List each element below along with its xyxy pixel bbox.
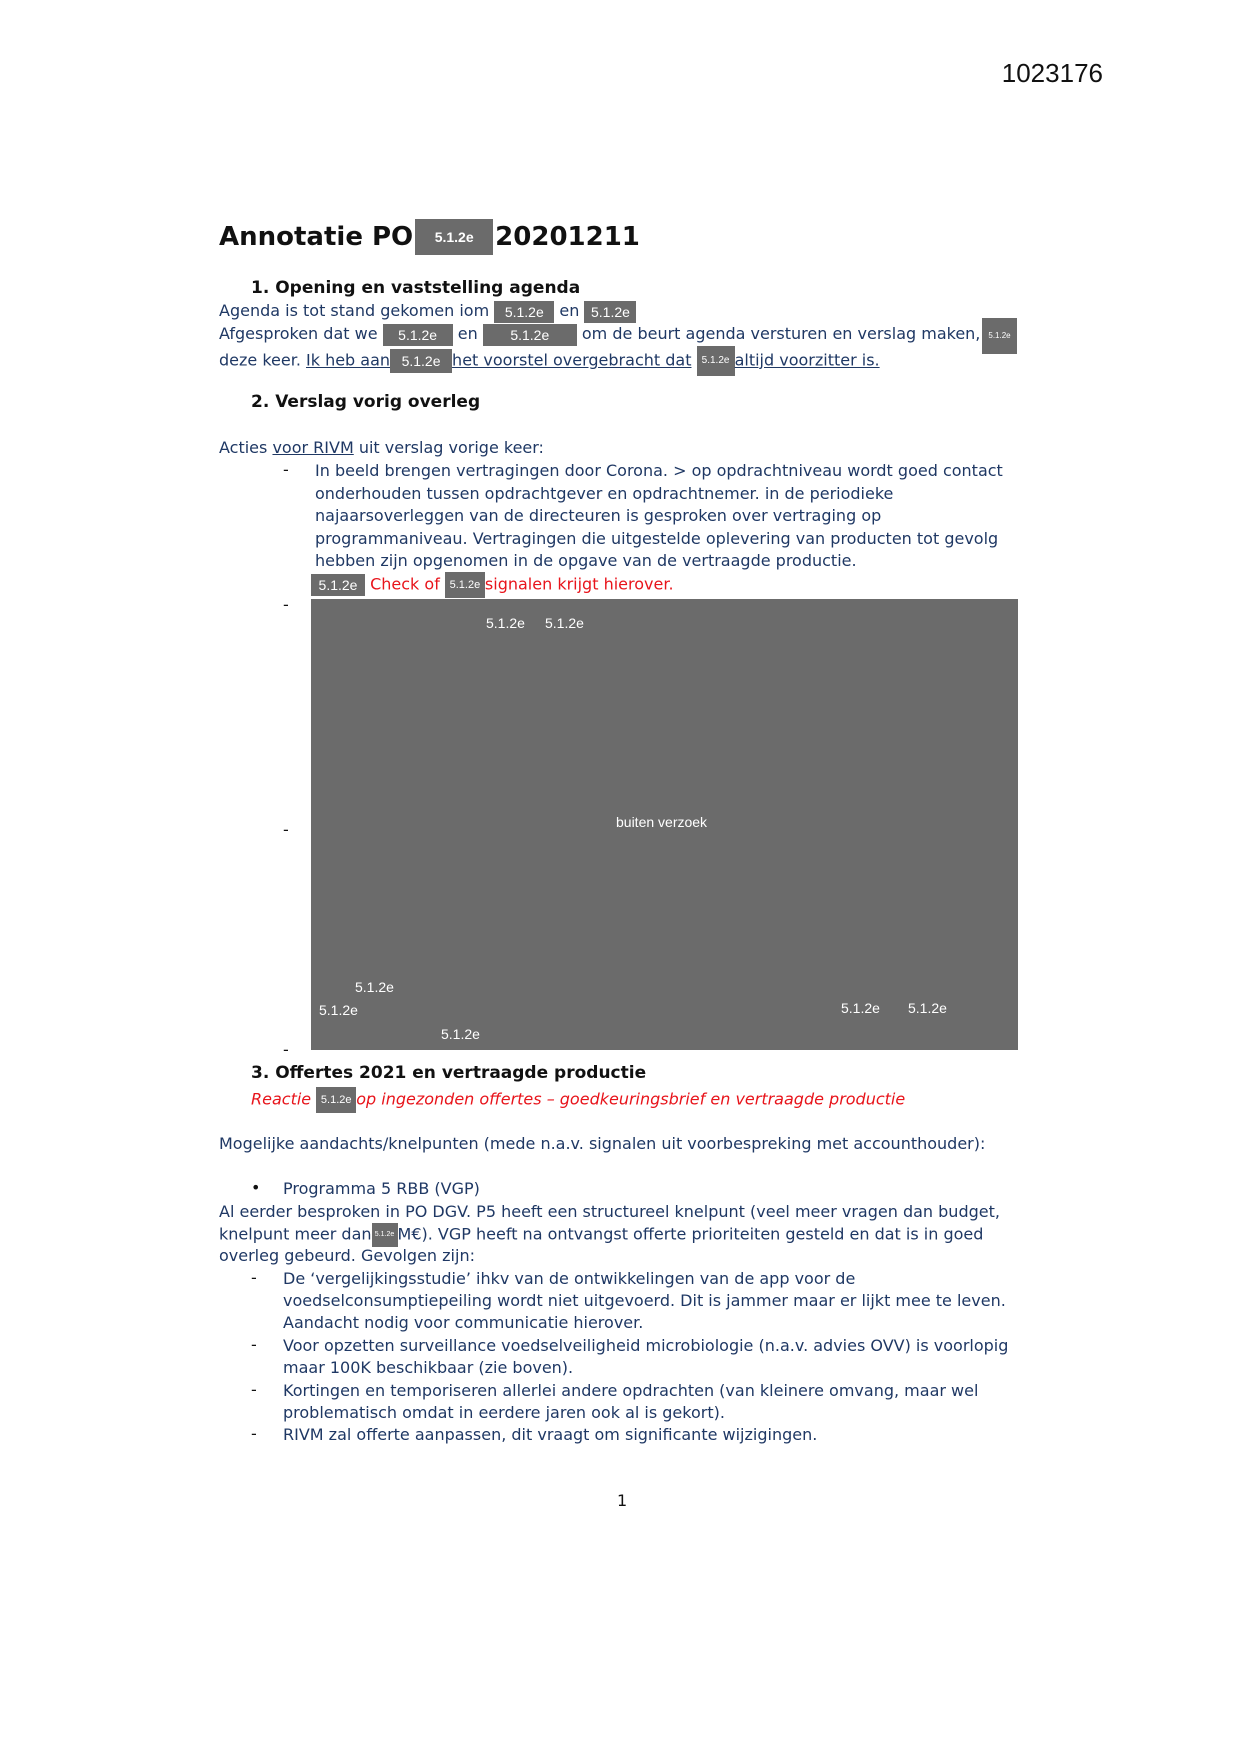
redaction-code-label: 5.1.2e bbox=[355, 979, 394, 995]
actions-line: Acties voor RIVM uit verslag vorige keer: bbox=[219, 438, 544, 457]
redaction-reason-label: buiten verzoek bbox=[616, 814, 708, 830]
list-dash: - bbox=[251, 1380, 257, 1399]
section-1-line-1: Agenda is tot stand gekomen iom 5.1.2e en 5.1.2e bbox=[219, 300, 636, 323]
redaction-box: 5.1.2e bbox=[697, 346, 735, 376]
large-redaction-block bbox=[311, 599, 1018, 1050]
reactie-line: Reactie 5.1.2e op ingezonden offertes – goedkeuringsbrief en vertraagde productie bbox=[251, 1087, 905, 1113]
action-item-1-line-4: programmaniveau. Vertragingen die uitgestelde oplevering van producten tot gevolg bbox=[315, 529, 999, 548]
redaction-code-label: 5.1.2e bbox=[908, 1000, 947, 1016]
paragraph-line-3: overleg gebeurd. Gevolgen zijn: bbox=[219, 1246, 475, 1265]
page-title bbox=[219, 219, 640, 255]
consequence-2-line-1: Voor opzetten surveillance voedselveiligheid microbiologie (n.a.v. advies OVV) is voorlopig bbox=[283, 1336, 1009, 1355]
list-dash: - bbox=[251, 1424, 257, 1443]
bullet-item: Programma 5 RBB (VGP) bbox=[283, 1179, 480, 1198]
redaction-code-label: 5.1.2e bbox=[545, 615, 584, 631]
action-item-1-line-1: In beeld brengen vertragingen door Corona. > op opdrachtniveau wordt goed contact bbox=[315, 461, 1003, 480]
consequence-3-line-1: Kortingen en temporiseren allerlei andere opdrachten (van kleinere omvang, maar wel bbox=[283, 1381, 979, 1400]
redaction-code-label: 5.1.2e bbox=[319, 1002, 358, 1018]
consequence-3-line-2: problematisch omdat in eerdere jaren ook al is gekort). bbox=[283, 1403, 725, 1422]
redaction-code-label: 5.1.2e bbox=[841, 1000, 880, 1016]
list-dash: - bbox=[251, 1335, 257, 1354]
list-dash: - bbox=[283, 820, 289, 839]
redaction-box: 5.1.2e bbox=[494, 301, 554, 323]
title-suffix: 20201211 bbox=[495, 222, 640, 252]
redaction-box: 5.1.2e bbox=[311, 574, 365, 596]
list-dash: - bbox=[251, 1268, 257, 1287]
section-3-heading: 3. Offertes 2021 en vertraagde productie bbox=[251, 1063, 647, 1083]
section-1-line-3: deze keer. Ik heb aan 5.1.2e het voorstel overgebracht dat 5.1.2e altijd voorzitter is. bbox=[219, 346, 880, 376]
consequence-1-line-1: De ‘vergelijkingsstudie’ ihkv van de ontwikkelingen van de app voor de bbox=[283, 1269, 856, 1288]
consequence-1-line-2: voedselconsumptiepeiling wordt niet uitgevoerd. Dit is jammer maar er lijkt mee te leven. bbox=[283, 1291, 1006, 1310]
redaction-code-label: 5.1.2e bbox=[441, 1026, 480, 1042]
redaction-box: 5.1.2e bbox=[390, 349, 452, 373]
redaction-box: 5.1.2e bbox=[372, 1223, 398, 1247]
action-item-1-line-3: najaarsoverleggen van de directeuren is gesproken over vertraging op bbox=[315, 506, 882, 525]
list-dash: - bbox=[283, 1040, 289, 1059]
section-1-line-2: Afgesproken dat we 5.1.2e en 5.1.2e om de beurt agenda versturen en verslag maken, bbox=[219, 323, 980, 346]
list-dash: - bbox=[283, 460, 289, 479]
consequence-2-line-2: maar 100K beschikbaar (zie boven). bbox=[283, 1358, 574, 1377]
list-dash: - bbox=[283, 595, 289, 614]
redaction-box: 5.1.2e bbox=[445, 572, 485, 598]
redaction-box: 5.1.2e bbox=[982, 318, 1017, 354]
action-item-1-line-5: hebben zijn opgenomen in de opgave van de vertraagde productie. bbox=[315, 551, 857, 570]
redaction-box: 5.1.2e bbox=[415, 219, 493, 255]
redaction-box: 5.1.2e bbox=[316, 1087, 356, 1113]
title-prefix: Annotatie PO bbox=[219, 222, 414, 252]
action-item-1-line-2: onderhouden tussen opdrachtgever en opdrachtnemer. in de periodieke bbox=[315, 484, 894, 503]
redaction-box: 5.1.2e bbox=[383, 324, 453, 346]
paragraph-line-1: Al eerder besproken in PO DGV. P5 heeft een structureel knelpunt (veel meer vragen dan budget, bbox=[219, 1202, 1000, 1221]
check-line: 5.1.2e Check of 5.1.2e signalen krijgt hierover. bbox=[311, 572, 674, 598]
redaction-box: 5.1.2e bbox=[584, 301, 636, 323]
consequence-4-line-1: RIVM zal offerte aanpassen, dit vraagt om significante wijzigingen. bbox=[283, 1425, 818, 1444]
page-number: 1 bbox=[617, 1491, 628, 1510]
section-1-heading: 1. Opening en vaststelling agenda bbox=[251, 278, 581, 298]
redaction-code-label: 5.1.2e bbox=[486, 615, 525, 631]
consequence-1-line-3: Aandacht nodig voor communicatie hierover. bbox=[283, 1313, 644, 1332]
section-2-heading: 2. Verslag vorig overleg bbox=[251, 392, 481, 412]
document-id: 1023176 bbox=[1001, 58, 1103, 88]
attention-line: Mogelijke aandachts/knelpunten (mede n.a.v. signalen uit voorbespreking met accounthouder): bbox=[219, 1134, 986, 1153]
paragraph-line-2: knelpunt meer dan 5.1.2e M€). VGP heeft na ontvangst offerte prioriteiten gesteld en dat is in goed bbox=[219, 1223, 983, 1247]
bullet-dot: • bbox=[251, 1178, 261, 1197]
redaction-box: 5.1.2e bbox=[483, 324, 577, 346]
